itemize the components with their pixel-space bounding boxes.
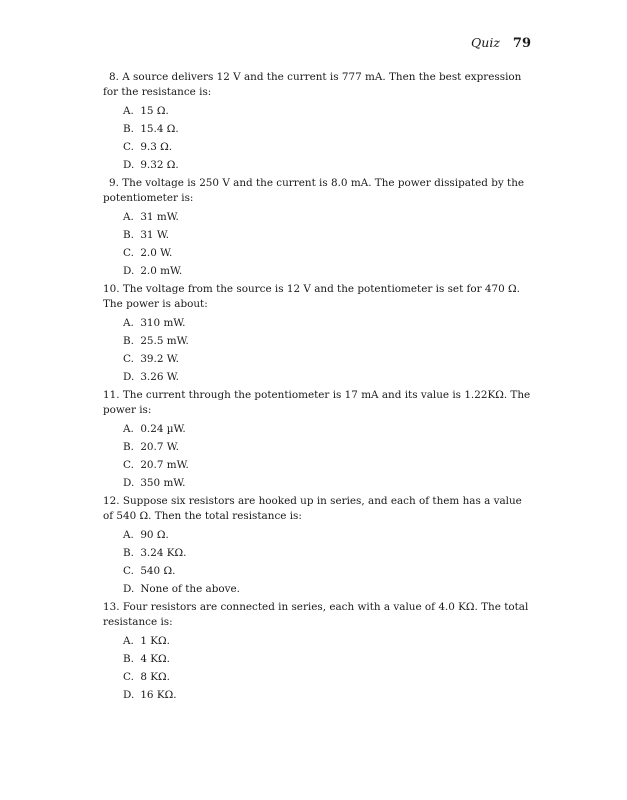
option-letter: D. <box>123 583 135 595</box>
option-b <box>123 334 533 348</box>
option-b <box>123 546 533 560</box>
question-10 <box>103 282 533 384</box>
question-9 <box>103 176 533 278</box>
option-letter: D. <box>123 689 135 701</box>
option-letter: B. <box>123 123 134 135</box>
option-a <box>123 316 533 330</box>
page-header <box>471 36 531 51</box>
option-text: 1 KΩ. <box>140 635 170 647</box>
option-letter: C. <box>123 141 134 153</box>
question-text <box>103 176 533 206</box>
question-stem: The voltage from the source is 12 V and the potentiometer is set for 470 Ω. The power is about: <box>103 283 520 310</box>
question-stem: The current through the potentiometer is 17 mA and its value is 1.22KΩ. The power is: <box>103 389 531 416</box>
option-text: 350 mW. <box>140 477 186 489</box>
option-text: 3.24 KΩ. <box>140 547 187 559</box>
option-text: None of the above. <box>140 583 240 595</box>
option-letter: C. <box>123 459 134 471</box>
option-text: 8 KΩ. <box>140 671 170 683</box>
option-text: 31 mW. <box>140 211 179 223</box>
question-stem: The voltage is 250 V and the current is 8.0 mA. The power dissipated by the potentiometer is: <box>103 177 525 204</box>
question-11 <box>103 388 533 490</box>
question-8 <box>103 70 533 172</box>
question-12 <box>103 494 533 596</box>
question-text <box>103 70 533 100</box>
question-stem: Suppose six resistors are hooked up in series, and each of them has a value of 540 Ω. Then the total resistance is: <box>103 495 522 522</box>
option-letter: C. <box>123 565 134 577</box>
option-b <box>123 652 533 666</box>
option-text: 2.0 mW. <box>140 265 183 277</box>
option-text: 16 KΩ. <box>140 689 177 701</box>
option-text: 2.0 W. <box>140 247 173 259</box>
option-c <box>123 246 533 260</box>
option-a <box>123 422 533 436</box>
option-c <box>123 352 533 366</box>
question-text <box>103 388 533 418</box>
option-text: 9.32 Ω. <box>140 159 179 171</box>
option-letter: A. <box>123 211 134 223</box>
option-b <box>123 440 533 454</box>
option-letter: D. <box>123 371 135 383</box>
question-text <box>103 494 533 524</box>
question-number: 11. <box>103 389 120 401</box>
option-d <box>123 582 533 596</box>
option-a <box>123 634 533 648</box>
option-text: 9.3 Ω. <box>140 141 173 153</box>
option-text: 15 Ω. <box>140 105 169 117</box>
option-letter: D. <box>123 477 135 489</box>
option-letter: D. <box>123 265 135 277</box>
option-text: 3.26 W. <box>140 371 179 383</box>
question-number: 10. <box>103 283 120 295</box>
option-text: 90 Ω. <box>140 529 169 541</box>
option-text: 0.24 µW. <box>140 423 186 435</box>
option-b <box>123 122 533 136</box>
option-d <box>123 158 533 172</box>
question-number: 9. <box>109 177 119 189</box>
option-text: 31 W. <box>140 229 170 241</box>
option-c <box>123 670 533 684</box>
question-text <box>103 282 533 312</box>
option-letter: B. <box>123 653 134 665</box>
option-letter: D. <box>123 159 135 171</box>
option-text: 15.4 Ω. <box>140 123 179 135</box>
question-stem: Four resistors are connected in series, each with a value of 4.0 KΩ. The total resistance is: <box>103 601 529 628</box>
option-letter: A. <box>123 105 134 117</box>
option-d <box>123 264 533 278</box>
option-text: 4 KΩ. <box>140 653 170 665</box>
option-letter: C. <box>123 247 134 259</box>
page-number: 79 <box>512 36 531 51</box>
option-text: 540 Ω. <box>140 565 176 577</box>
option-letter: C. <box>123 353 134 365</box>
option-c <box>123 458 533 472</box>
option-a <box>123 528 533 542</box>
section-title: Quiz <box>471 35 500 50</box>
option-d <box>123 688 533 702</box>
question-number: 12. <box>103 495 120 507</box>
option-a <box>123 104 533 118</box>
option-letter: B. <box>123 229 134 241</box>
option-a <box>123 210 533 224</box>
option-b <box>123 228 533 242</box>
question-stem: A source delivers 12 V and the current is 777 mA. Then the best expression for the resistance is: <box>103 71 522 98</box>
option-letter: A. <box>123 635 134 647</box>
option-text: 310 mW. <box>140 317 186 329</box>
option-d <box>123 476 533 490</box>
option-text: 20.7 mW. <box>140 459 189 471</box>
option-letter: B. <box>123 441 134 453</box>
option-letter: B. <box>123 547 134 559</box>
option-d <box>123 370 533 384</box>
question-number: 8. <box>109 71 119 83</box>
option-letter: B. <box>123 335 134 347</box>
question-text <box>103 600 533 630</box>
question-13 <box>103 600 533 702</box>
option-text: 20.7 W. <box>140 441 179 453</box>
option-letter: A. <box>123 317 134 329</box>
option-text: 39.2 W. <box>140 353 179 365</box>
option-c <box>123 140 533 154</box>
quiz-content <box>103 70 533 706</box>
question-number: 13. <box>103 601 120 613</box>
option-letter: C. <box>123 671 134 683</box>
option-text: 25.5 mW. <box>140 335 189 347</box>
option-letter: A. <box>123 423 134 435</box>
option-letter: A. <box>123 529 134 541</box>
option-c <box>123 564 533 578</box>
